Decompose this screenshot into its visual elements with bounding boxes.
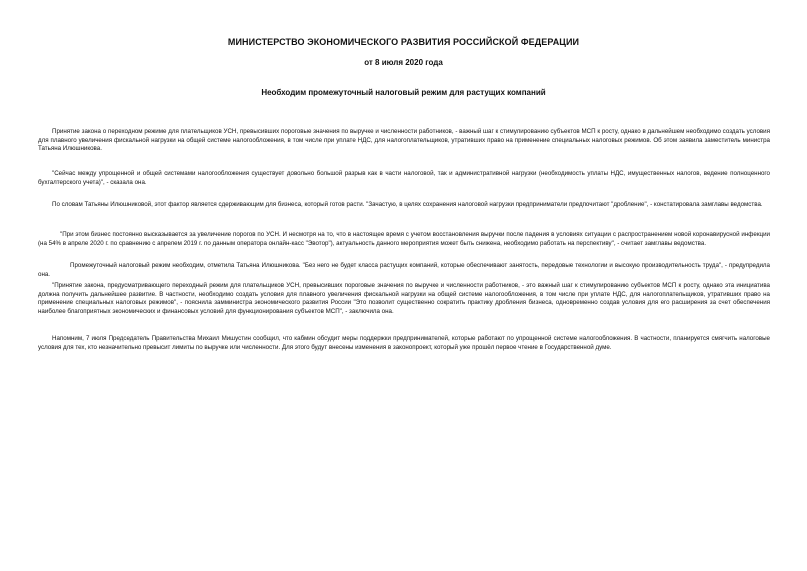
paragraph-text: Напомним, 7 июля Председатель Правительства Михаил Мишустин сообщил, что кабмин обсудит меры поддержки предпринимателей, которые работают по упрощенной системе налогообложения. В частности, планируется смягчить налоговые условия для тех, кто незначительно превысит лимиты по выручке или численности. Для этого будут внесены изменения в законопроект, который уже прошёл первое чтение в Государственной думе. bbox=[38, 335, 770, 351]
paragraph-text: Промежуточный налоговый режим необходим, отметила Татьяна Илюшникова. "Без него не будет класса растущих компаний, которые обеспечивают занятость, передовые технологии и высокую производительность труда", - предупредила она. bbox=[38, 262, 770, 278]
paragraph-7 bbox=[38, 335, 770, 352]
paragraph-text: "При этом бизнес постоянно высказывается за увеличение порогов по УСН. И несмотря на то, что в настоящее время с учетом восстановления выручки после падения в условиях ситуации с распространением новой коронавирусной инфекции (на 54% в апреле 2020 г. по сравнению с апрелем 2019 г. по данным оператора онлайн-касс "Эвотор"), актуальность данного мероприятия может быть снижена, необходимо работать на перспективу", - считает замглавы ведомства. bbox=[38, 231, 770, 247]
paragraph-text: "Принятие закона, предусматривающего переходный режим для плательщиков УСН, превысивших пороговые значения по выручке и численности работников, - это важный шаг к стимулированию субъектов МСП к росту, однако эта инициатива должна получить дальнейшее развитие. В частности, необходимо создать условия для плавного увеличения фискальной нагрузки на общей системе налогообложения, в том числе при уплате НДС, для налогоплательщиков, утративших право на применение специальных налоговых режимов", - пояснила замминистра экономического развития России "Это позволит существенно сократить практику дробления бизнеса, одновременно создав условия для его расширения за счет обеспечения наиболее благоприятных экономических и финансовых условий для функционирования субъектов МСП", - заключила она. bbox=[38, 282, 770, 315]
paragraph-3 bbox=[38, 201, 770, 210]
document-date: от 8 июля 2020 года bbox=[364, 58, 443, 67]
paragraph-text: "Сейчас между упрощенной и общей системами налогообложения существует довольно большой разрыв как в части налоговой, так и административной нагрузки (необходимость уплаты НДС, имущественных налогов, ведение полноценного бухгалтерского учета)", - сказала она. bbox=[38, 170, 770, 186]
paragraph-2 bbox=[38, 170, 770, 187]
paragraph-4 bbox=[38, 231, 770, 248]
paragraph-6 bbox=[38, 282, 770, 316]
paragraph-5 bbox=[38, 262, 770, 279]
paragraph-text: По словам Татьяны Илюшниковой, этот фактор является сдерживающим для бизнеса, который готов расти. "Зачастую, в целях сохранения налоговой нагрузки предприниматели предпочитают "дробление", - констатировала замглавы ведомства. bbox=[52, 201, 763, 208]
page-title: Необходим промежуточный налоговый режим для растущих компаний bbox=[261, 88, 546, 97]
ministry-title: МИНИСТЕРСТВО ЭКОНОМИЧЕСКОГО РАЗВИТИЯ РОССИЙСКОЙ ФЕДЕРАЦИИ bbox=[227, 37, 580, 47]
paragraph-text: Принятие закона о переходном режиме для плательщиков УСН, превысивших пороговые значения по выручке и численности работников, - важный шаг к стимулированию субъектов МСП к росту, однако в дальнейшем необходимо создать условия для плавного увеличения фискальной нагрузки на общей системе налогообложения, в том числе при уплате НДС, для налогоплательщиков, утративших право на применение специальных налоговых режимов. Об этом заявила заместитель министра Татьяна Илюшникова. bbox=[38, 128, 770, 153]
paragraph-1 bbox=[38, 128, 770, 154]
